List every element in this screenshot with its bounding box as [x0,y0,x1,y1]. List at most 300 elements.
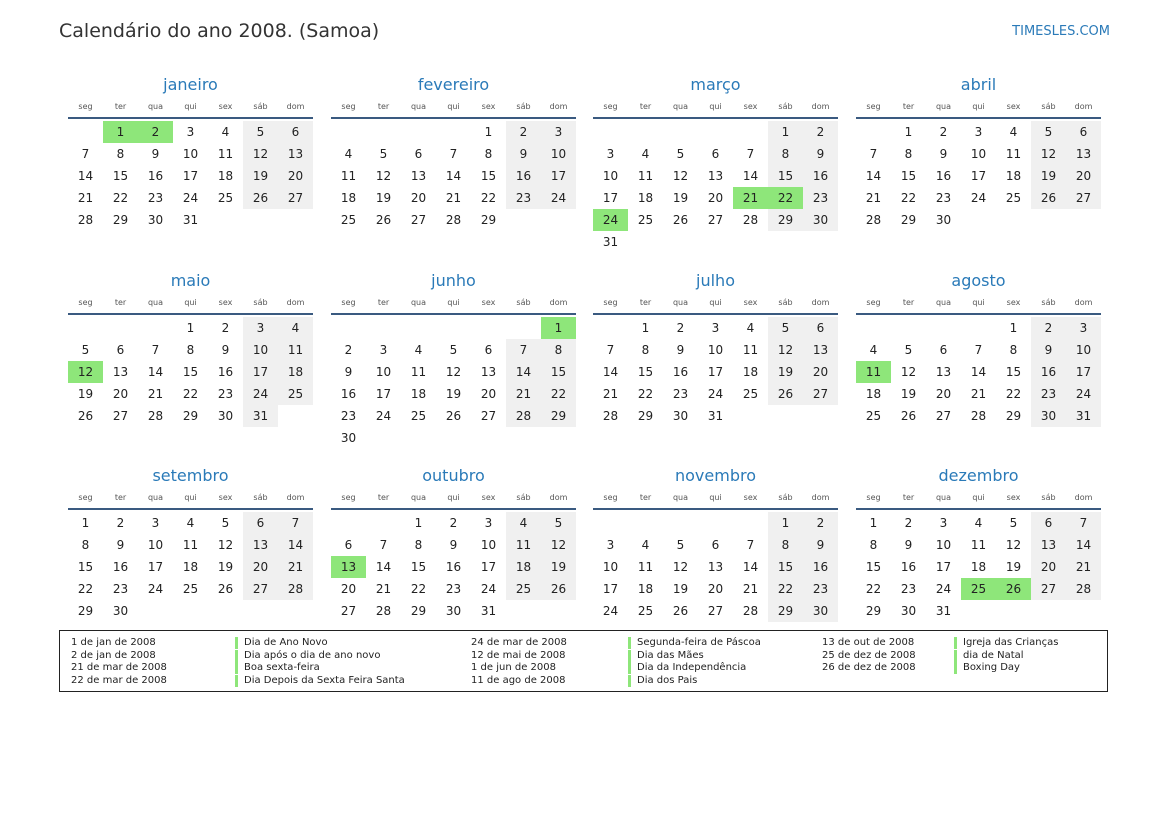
day-cell: 13 [935,365,952,379]
day-cell: 6 [1066,121,1101,143]
day-cell: 13 [1066,143,1101,165]
day-cell: 23 [445,582,462,596]
day-cell: 25 [182,582,199,596]
day-cell: 10 [970,147,987,161]
weekday-label: sáb [516,102,531,111]
day-cell: 26 [1031,187,1066,209]
day-cell: 16 [112,560,129,574]
day-cell: 13 [1031,534,1066,556]
day-cell: 13 [480,365,497,379]
day-cell: 14 [865,169,882,183]
day-cell: 6 [711,538,720,552]
day-cell: 26 [541,578,576,600]
legend-date: 13 de out de 2008 [822,637,915,648]
day-cell: 3 [606,538,615,552]
day-cell: 4 [746,321,755,335]
day-cell: 28 [445,213,462,227]
day-cell: 11 [637,169,654,183]
day-cell: 17 [243,361,278,383]
day-cell: 8 [1009,343,1018,357]
day-cell: 27 [278,187,313,209]
day-cell: 21 [970,387,987,401]
day-cell: 10 [707,343,724,357]
day-cell: 6 [711,147,720,161]
day-cell: 14 [970,365,987,379]
day-cell: 10 [182,147,199,161]
weekday-label: sáb [778,493,793,502]
day-cell: 7 [746,538,755,552]
day-cell: 9 [676,343,685,357]
day-cell: 21 [506,383,541,405]
legend-date: 1 de jun de 2008 [471,662,556,673]
day-cell: 31 [707,409,724,423]
day-cell: 23 [147,191,164,205]
month-name: dezembro [938,466,1019,485]
day-cell: 17 [602,191,619,205]
weekday-label: qua [672,493,689,502]
day-cell: 23 [112,582,129,596]
month-header-rule [331,508,576,510]
day-cell: 28 [506,405,541,427]
month-header-rule [593,313,838,315]
weekday-label: sáb [778,298,793,307]
month-header-rule [68,508,313,510]
weekday-label: sex [743,493,758,502]
holiday-cell: 2 [138,121,173,143]
day-cell: 15 [182,365,199,379]
weekday-label: qua [410,298,427,307]
month-header-rule [593,117,838,119]
weekday-label: ter [114,298,127,307]
day-cell: 8 [768,534,803,556]
day-cell: 12 [541,534,576,556]
day-cell: 20 [480,387,497,401]
month-header-rule [68,117,313,119]
day-cell: 19 [217,560,234,574]
day-cell: 31 [480,604,497,618]
day-cell: 10 [480,538,497,552]
day-cell: 30 [340,431,357,445]
day-cell: 10 [243,339,278,361]
day-cell: 10 [375,365,392,379]
day-cell: 14 [147,365,164,379]
day-cell: 2 [1031,317,1066,339]
day-cell: 9 [803,143,838,165]
day-cell: 9 [904,538,913,552]
month-name: abril [960,75,997,94]
weekday-label: sáb [1041,298,1056,307]
month-header-rule [856,117,1101,119]
day-cell: 26 [672,604,689,618]
day-cell: 8 [768,143,803,165]
day-cell: 21 [1066,556,1101,578]
day-cell: 5 [904,343,913,357]
day-cell: 17 [541,165,576,187]
day-cell: 11 [1005,147,1022,161]
day-cell: 1 [768,512,803,534]
day-cell: 20 [340,582,357,596]
day-cell: 18 [1005,169,1022,183]
weekday-label: seg [603,493,618,502]
day-cell: 19 [900,387,917,401]
day-cell: 17 [182,169,199,183]
day-cell: 27 [340,604,357,618]
day-cell: 3 [541,121,576,143]
month-name: agosto [951,271,1006,290]
day-cell: 9 [116,538,125,552]
day-cell: 2 [676,321,685,335]
day-cell: 22 [768,578,803,600]
weekday-label: ter [377,298,390,307]
day-cell: 16 [1031,361,1066,383]
weekday-label: seg [78,493,93,502]
day-cell: 14 [445,169,462,183]
day-cell: 5 [1031,121,1066,143]
day-cell: 28 [147,409,164,423]
day-cell: 25 [506,578,541,600]
weekday-label: seg [603,102,618,111]
day-cell: 19 [768,361,803,383]
day-cell: 15 [541,361,576,383]
day-cell: 7 [81,147,90,161]
day-cell: 1 [414,516,423,530]
day-cell: 14 [77,169,94,183]
legend-holiday-name: Dia dos Pais [628,675,697,687]
day-cell: 2 [221,321,230,335]
day-cell: 18 [340,191,357,205]
day-cell: 2 [116,516,125,530]
weekday-label: seg [341,102,356,111]
day-cell: 29 [900,213,917,227]
day-cell: 29 [768,600,803,622]
day-cell: 17 [935,560,952,574]
day-cell: 22 [77,582,94,596]
weekday-label: qua [935,298,952,307]
day-cell: 30 [935,213,952,227]
day-cell: 24 [480,582,497,596]
weekday-label: qui [184,493,197,502]
day-cell: 26 [375,213,392,227]
weekday-label: sáb [253,298,268,307]
weekday-label: ter [114,493,127,502]
weekday-label: sex [218,102,233,111]
weekday-label: seg [603,298,618,307]
legend-holiday-name: Dia de Ano Novo [235,637,328,649]
day-cell: 21 [147,387,164,401]
day-cell: 15 [410,560,427,574]
day-cell: 1 [186,321,195,335]
day-cell: 7 [151,343,160,357]
holiday-legend [59,630,1108,692]
day-cell: 26 [445,409,462,423]
month-header-rule [856,508,1101,510]
weekday-label: ter [639,102,652,111]
weekday-label: dom [549,102,568,111]
weekday-label: seg [341,493,356,502]
day-cell: 3 [379,343,388,357]
day-cell: 3 [186,125,195,139]
weekday-label: dom [1074,102,1093,111]
month-name: junho [431,271,476,290]
day-cell: 14 [742,169,759,183]
weekday-label: sex [218,493,233,502]
weekday-label: qui [709,493,722,502]
day-cell: 11 [182,538,199,552]
weekday-label: qua [672,298,689,307]
day-cell: 25 [1005,191,1022,205]
day-cell: 9 [344,365,353,379]
day-cell: 23 [803,187,838,209]
day-cell: 11 [742,343,759,357]
day-cell: 18 [182,560,199,574]
weekday-label: dom [549,493,568,502]
legend-date: 12 de mai de 2008 [471,649,566,661]
day-cell: 8 [484,147,493,161]
day-cell: 8 [869,538,878,552]
holiday-cell: 21 [733,187,768,209]
day-cell: 25 [217,191,234,205]
day-cell: 29 [541,405,576,427]
day-cell: 26 [672,213,689,227]
day-cell: 24 [243,383,278,405]
month-name: julho [696,271,735,290]
day-cell: 30 [445,604,462,618]
weekday-label: seg [341,298,356,307]
day-cell: 31 [1066,405,1101,427]
weekday-label: dom [286,298,305,307]
day-cell: 12 [672,169,689,183]
day-cell: 1 [904,125,913,139]
day-cell: 12 [900,365,917,379]
day-cell: 4 [506,512,541,534]
day-cell: 5 [449,343,458,357]
weekday-label: sex [743,298,758,307]
weekday-label: qui [184,102,197,111]
day-cell: 24 [935,582,952,596]
day-cell: 4 [221,125,230,139]
legend-holiday-name: Boxing Day [954,662,1020,674]
day-cell: 23 [900,582,917,596]
holiday-cell: 24 [593,209,628,231]
day-cell: 20 [1031,556,1066,578]
day-cell: 19 [77,387,94,401]
day-cell: 15 [112,169,129,183]
day-cell: 21 [77,191,94,205]
day-cell: 15 [480,169,497,183]
weekday-label: qui [972,493,985,502]
weekday-label: sáb [1041,102,1056,111]
month-name: janeiro [163,75,218,94]
weekday-label: sex [218,298,233,307]
day-cell: 21 [278,556,313,578]
weekday-label: sex [481,102,496,111]
day-cell: 29 [410,604,427,618]
legend-date: 2 de jan de 2008 [71,649,156,661]
day-cell: 1 [641,321,650,335]
day-cell: 29 [77,604,94,618]
day-cell: 2 [803,512,838,534]
day-cell: 11 [506,534,541,556]
day-cell: 25 [637,213,654,227]
day-cell: 10 [602,560,619,574]
weekday-label: qua [410,102,427,111]
day-cell: 11 [970,538,987,552]
weekday-label: sáb [778,102,793,111]
day-cell: 4 [641,147,650,161]
day-cell: 20 [410,191,427,205]
holiday-cell: 13 [331,556,366,578]
day-cell: 15 [768,556,803,578]
day-cell: 15 [865,560,882,574]
day-cell: 29 [112,213,129,227]
day-cell: 23 [506,187,541,209]
site-link[interactable]: TIMESLES.COM [1012,24,1110,39]
day-cell: 4 [1009,125,1018,139]
weekday-label: dom [286,102,305,111]
day-cell: 27 [1066,187,1101,209]
day-cell: 15 [1005,365,1022,379]
day-cell: 3 [606,147,615,161]
weekday-label: dom [1074,493,1093,502]
day-cell: 6 [939,343,948,357]
day-cell: 23 [672,387,689,401]
day-cell: 11 [340,169,357,183]
weekday-label: seg [78,298,93,307]
day-cell: 28 [602,409,619,423]
day-cell: 15 [900,169,917,183]
day-cell: 9 [506,143,541,165]
day-cell: 15 [77,560,94,574]
day-cell: 9 [449,538,458,552]
weekday-label: ter [114,102,127,111]
day-cell: 12 [445,365,462,379]
day-cell: 21 [375,582,392,596]
weekday-label: sex [481,298,496,307]
day-cell: 22 [480,191,497,205]
day-cell: 30 [803,209,838,231]
holiday-cell: 1 [103,121,138,143]
day-cell: 3 [711,321,720,335]
day-cell: 3 [151,516,160,530]
day-cell: 4 [414,343,423,357]
weekday-label: sex [1006,298,1021,307]
weekday-label: qui [447,298,460,307]
day-cell: 4 [344,147,353,161]
day-cell: 16 [900,560,917,574]
day-cell: 12 [768,339,803,361]
day-cell: 20 [707,191,724,205]
day-cell: 2 [904,516,913,530]
legend-date: 26 de dez de 2008 [822,662,916,673]
day-cell: 16 [803,165,838,187]
day-cell: 10 [147,538,164,552]
weekday-label: qua [410,493,427,502]
day-cell: 3 [1066,317,1101,339]
day-cell: 9 [939,147,948,161]
day-cell: 26 [900,409,917,423]
day-cell: 24 [970,191,987,205]
day-cell: 6 [278,121,313,143]
day-cell: 26 [243,187,278,209]
day-cell: 3 [939,516,948,530]
holiday-cell: 11 [856,361,891,383]
legend-holiday-name: Dia das Mães [628,650,704,662]
day-cell: 30 [1031,405,1066,427]
day-cell: 18 [637,582,654,596]
day-cell: 30 [217,409,234,423]
day-cell: 19 [672,582,689,596]
legend-date: 22 de mar de 2008 [71,674,167,686]
weekday-label: sáb [253,102,268,111]
weekday-label: ter [377,102,390,111]
day-cell: 14 [506,361,541,383]
day-cell: 28 [77,213,94,227]
day-cell: 5 [1009,516,1018,530]
weekday-label: sex [1006,102,1021,111]
day-cell: 30 [672,409,689,423]
day-cell: 11 [278,339,313,361]
day-cell: 29 [768,209,803,231]
weekday-label: ter [639,493,652,502]
weekday-label: qui [709,102,722,111]
day-cell: 10 [1066,339,1101,361]
month-name: maio [170,271,211,290]
month-header-rule [856,313,1101,315]
day-cell: 21 [602,387,619,401]
day-cell: 13 [278,143,313,165]
day-cell: 4 [186,516,195,530]
day-cell: 27 [707,604,724,618]
weekday-label: qua [147,493,164,502]
day-cell: 12 [243,143,278,165]
month-header-rule [68,313,313,315]
day-cell: 28 [970,409,987,423]
day-cell: 25 [278,383,313,405]
day-cell: 23 [1031,383,1066,405]
day-cell: 13 [707,169,724,183]
day-cell: 19 [541,556,576,578]
day-cell: 3 [484,516,493,530]
day-cell: 16 [803,556,838,578]
day-cell: 2 [939,125,948,139]
day-cell: 7 [379,538,388,552]
day-cell: 28 [742,213,759,227]
weekday-label: seg [866,102,881,111]
legend-date: 11 de ago de 2008 [471,674,566,686]
day-cell: 14 [602,365,619,379]
legend-holiday-name: Boa sexta-feira [235,662,320,674]
day-cell: 24 [541,187,576,209]
day-cell: 13 [803,339,838,361]
day-cell: 26 [768,383,803,405]
legend-holiday-name: Igreja das Crianças [954,637,1058,649]
weekday-label: qua [147,102,164,111]
weekday-label: qui [184,298,197,307]
day-cell: 24 [147,582,164,596]
day-cell: 12 [217,538,234,552]
day-cell: 16 [445,560,462,574]
day-cell: 20 [707,582,724,596]
day-cell: 18 [217,169,234,183]
day-cell: 8 [414,538,423,552]
day-cell: 30 [112,604,129,618]
day-cell: 6 [414,147,423,161]
weekday-label: sáb [516,298,531,307]
day-cell: 30 [147,213,164,227]
day-cell: 29 [637,409,654,423]
weekday-label: dom [811,493,830,502]
day-cell: 24 [1066,383,1101,405]
